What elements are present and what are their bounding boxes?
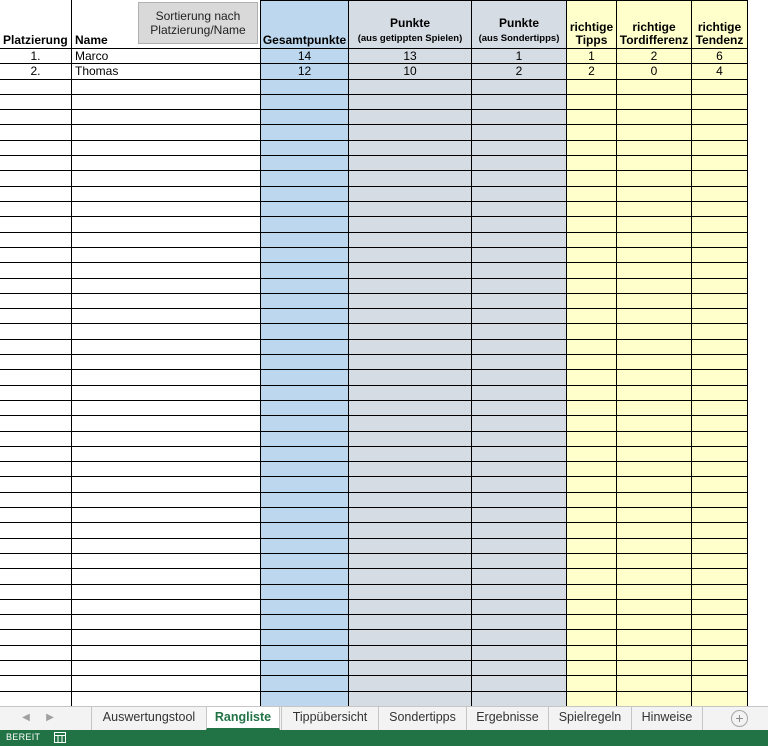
cell-tendency[interactable]: 6 xyxy=(716,49,723,63)
cell-points-special[interactable]: 1 xyxy=(515,49,523,63)
sort-button[interactable] xyxy=(138,2,258,44)
chevron-right-icon[interactable]: ▶ xyxy=(46,712,54,723)
header-correct-tips xyxy=(567,0,616,48)
column-border xyxy=(691,0,692,706)
column-border xyxy=(348,0,349,706)
row-border xyxy=(0,170,748,171)
header-name xyxy=(72,0,132,48)
tab-label: Sondertipps xyxy=(389,710,456,724)
row-border xyxy=(0,492,748,493)
sheet-tab-bar xyxy=(0,706,768,730)
cell-name[interactable]: Thomas xyxy=(75,64,119,78)
row-border xyxy=(0,155,748,156)
cell-correct-tips[interactable]: 2 xyxy=(588,64,595,78)
row-border xyxy=(0,186,748,187)
row-border xyxy=(0,79,748,80)
cell-tendency[interactable]: 4 xyxy=(716,64,723,78)
row-border xyxy=(0,262,748,263)
status-bar xyxy=(0,730,768,746)
row-border xyxy=(0,385,748,386)
goal-diff-column-fill xyxy=(617,0,691,706)
cell-rank[interactable]: 1. xyxy=(30,49,41,63)
row-border xyxy=(0,568,748,569)
header-name-label: Name xyxy=(75,33,108,47)
row-border xyxy=(0,584,748,585)
tab-ergebnisse[interactable] xyxy=(466,707,548,730)
header-points-special-sub: (aus Sondertipps) xyxy=(478,33,560,44)
header-tendency-line1: richtige xyxy=(697,20,742,34)
row-border xyxy=(0,369,748,370)
row-border xyxy=(0,323,748,324)
column-border xyxy=(260,0,261,706)
row-border xyxy=(0,140,748,141)
header-correct-tips-line1: richtige xyxy=(569,20,614,34)
header-tendency-line2: Tendenz xyxy=(695,33,744,47)
cell-points-games[interactable]: 10 xyxy=(403,64,417,78)
column-border xyxy=(747,0,748,706)
row-border xyxy=(0,645,748,646)
row-border xyxy=(0,522,748,523)
row-border xyxy=(0,691,748,692)
row-border xyxy=(0,339,748,340)
row-border xyxy=(0,247,748,248)
header-rank-label: Platzierung xyxy=(3,33,68,47)
tab-label: Rangliste xyxy=(214,710,272,724)
status-text: BEREIT xyxy=(6,732,41,742)
header-points-special-label: Punkte xyxy=(498,16,539,30)
row-border xyxy=(0,660,748,661)
tab-tippuebersicht[interactable] xyxy=(281,707,378,730)
header-goal-diff xyxy=(617,0,691,48)
cell-rank[interactable]: 2. xyxy=(30,64,41,78)
row-border xyxy=(0,124,748,125)
header-correct-tips-line2: Tipps xyxy=(575,33,608,47)
tab-label: Ergebnisse xyxy=(476,710,539,724)
tab-label: Auswertungstool xyxy=(102,710,196,724)
row-border xyxy=(0,446,748,447)
row-border xyxy=(0,94,748,95)
header-total xyxy=(261,0,348,48)
cell-correct-tips[interactable]: 1 xyxy=(588,49,595,63)
tab-label: Hinweise xyxy=(641,710,693,724)
total-column-fill xyxy=(261,0,348,706)
header-points-games-sub: (aus getippten Spielen) xyxy=(357,33,463,44)
tendency-column-fill xyxy=(692,0,747,706)
correct-tips-column-fill xyxy=(567,0,616,706)
sort-button-label: Sortierung nach Platzierung/Name xyxy=(150,9,246,37)
cell-total[interactable]: 14 xyxy=(297,49,312,63)
row-border xyxy=(0,293,748,294)
tab-label: Tippübersicht xyxy=(292,710,368,724)
column-border xyxy=(616,0,617,706)
header-points-games xyxy=(349,0,471,48)
row-border xyxy=(0,354,748,355)
header-goal-diff-line1: richtige xyxy=(632,20,676,34)
points-games-column-fill xyxy=(349,0,471,706)
header-points-special xyxy=(472,0,566,48)
row-border xyxy=(0,109,748,110)
tab-hinweise[interactable] xyxy=(631,707,703,730)
row-border xyxy=(0,614,748,615)
cell-points-games[interactable]: 13 xyxy=(403,49,417,63)
header-points-games-label: Punkte xyxy=(389,16,430,30)
tab-spielregeln[interactable] xyxy=(548,707,631,730)
tab-label: Spielregeln xyxy=(558,710,622,724)
row-border xyxy=(0,415,748,416)
row-border xyxy=(0,400,748,401)
row-border xyxy=(0,461,748,462)
tab-auswertungstool[interactable] xyxy=(91,707,206,730)
column-border xyxy=(471,0,472,706)
row-border xyxy=(0,553,748,554)
points-special-column-fill xyxy=(472,0,566,706)
row-border xyxy=(0,599,748,600)
header-rank xyxy=(0,0,71,48)
chevron-left-icon[interactable]: ◀ xyxy=(22,712,30,723)
header-tendency xyxy=(692,0,747,48)
row-border xyxy=(0,201,748,202)
macro-record-icon[interactable] xyxy=(54,732,66,743)
row-border xyxy=(0,538,748,539)
tab-rangliste[interactable] xyxy=(206,707,280,730)
header-total-label: Gesamtpunkte xyxy=(262,33,347,47)
column-border xyxy=(71,0,72,706)
row-border xyxy=(0,232,748,233)
row-border xyxy=(0,629,748,630)
cell-goal-diff[interactable]: 0 xyxy=(650,64,658,78)
row-border xyxy=(0,308,748,309)
tab-sondertipps[interactable] xyxy=(378,707,466,730)
row-border xyxy=(0,675,748,676)
cell-name[interactable]: Marco xyxy=(75,49,109,63)
row-border xyxy=(0,431,748,432)
row-border xyxy=(0,507,748,508)
row-border xyxy=(0,216,748,217)
cell-points-special[interactable]: 2 xyxy=(515,64,523,78)
header-goal-diff-line2: Tordifferenz xyxy=(619,33,689,47)
row-border xyxy=(0,278,748,279)
column-border xyxy=(566,0,567,706)
cell-goal-diff[interactable]: 2 xyxy=(650,49,658,63)
cell-total[interactable]: 12 xyxy=(297,64,312,78)
plus-circle-icon[interactable]: + xyxy=(731,710,748,727)
row-border xyxy=(0,476,748,477)
